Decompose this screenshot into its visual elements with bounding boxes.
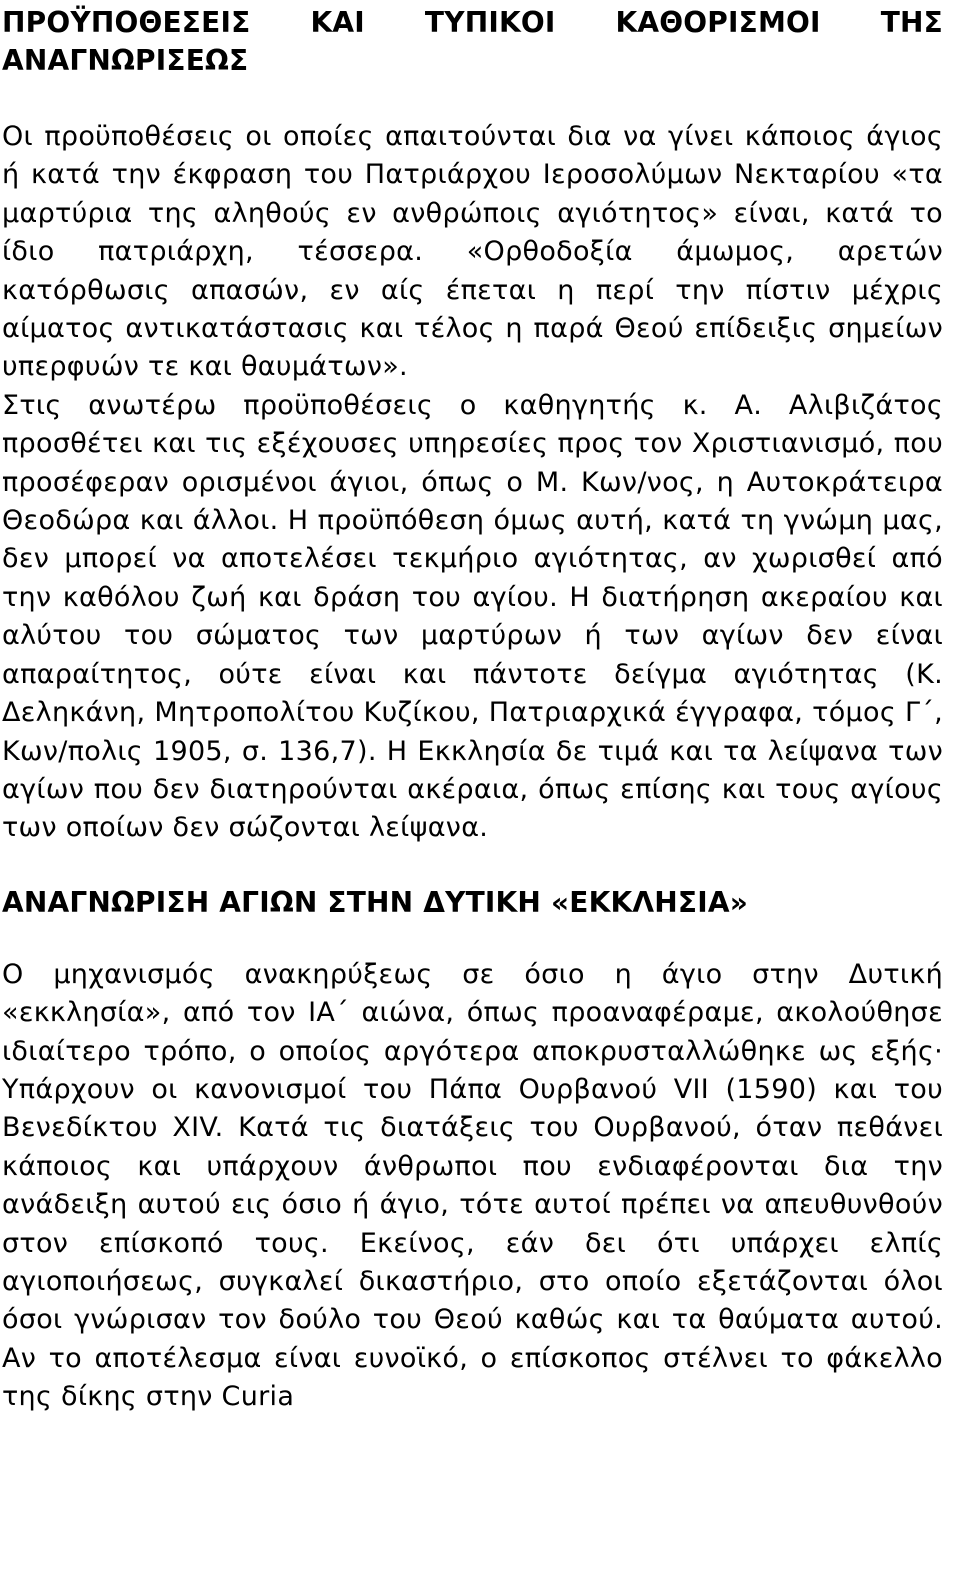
paragraph-western-mechanism: Ο μηχανισμός ανακηρύξεως σε όσιο η άγιο στην Δυτική «εκκλησία», από τον ΙΑ΄ αιώνα, όπως προαναφέραμε, ακολούθησε ιδιαίτερο τρόπο, ο οποίος αργότερα αποκρυσταλλώθηκε ως εξής· Υπάρχουν οι κανονισμοί του Πάπα Ουρβανού VII (1590) και του Βενεδίκτου XIV. Κατά τις διατάξεις του Ουρβανού, όταν πεθάνει κάποιος και υπάρχουν άνθρωποι που ενδιαφέρονται δια την ανάδειξη αυτού εις όσιο ή άγιο, τότε αυτοί πρέπει να απευθυνθούν στον επίσκοπό τους. Εκείνος, εάν δει ότι υπάρχει ελπίς αγιοποιήσεως, συγκαλεί δικαστήριο, στο οποίο εξετάζονται όλοι όσοι γνώρισαν τον δούλο του Θεού καθώς και τα θαύματα αυτού. Αν το αποτέλεσμα είναι ευνοϊκό, ο επίσκοπος στέλνει το φάκελλο της δίκης στην Curia <box>2 958 943 1413</box>
section-heading-prerequisites: ΠΡΟΫΠΟΘΕΣΕΙΣ ΚΑΙ ΤΥΠΙΚΟΙ ΚΑΘΟΡΙΣΜΟΙ ΤΗΣ ΑΝΑΓΝΩΡΙΣΕΩΣ <box>2 6 943 77</box>
section-heading-western-church: ΑΝΑΓΝΩΡΙΣΗ ΑΓΙΩΝ ΣΤΗΝ ΔΥΤΙΚΗ «ΕΚΚΛΗΣΙΑ» <box>2 885 749 919</box>
paragraph-prerequisites: Οι προϋποθέσεις οι οποίες απαιτούνται δια να γίνει κάποιος άγιος ή κατά την έκφραση του Πατριάρχου Ιεροσολύμων Νεκταρίου «τα μαρτύρια της αληθούς εν ανθρώποις αγιότητος» είναι, κατά το ίδιο πατριάρχη, τέσσερα. «Ορθοδοξία άμωμος, αρετών κατόρθωσις απασών, εν αίς έπεται η περί την πίστιν μέχρις αίματος αντικατάστασις και τέλος η παρά Θεού επίδειξις σημείων υπερφυών τε και θαυμάτων». <box>2 121 943 383</box>
paragraph-additional-criteria: Στις ανωτέρω προϋποθέσεις ο καθηγητής κ. Α. Αλιβιζάτος προσθέτει και τις εξέχουσες υπηρεσίες προς τον Χριστιανισμό, που προσέφεραν ορισμένοι άγιοι, όπως ο Μ. Κων/νος, η Αυτοκράτειρα Θεοδώρα και άλλοι. Η προϋπόθεση όμως αυτή, κατά τη γνώμη μας, δεν μπορεί να αποτελέσει τεκμήριο αγιότητας, αν χωρισθεί από την καθόλου ζωή και δράση του αγίου. Η διατήρηση ακεραίου και αλύτου του σώματος των μαρτύρων ή των αγίων δεν είναι απαραίτητος, ούτε είναι και πάντοτε δείγμα αγιότητας (Κ. Δεληκάνη, Μητροπολίτου Κυζίκου, Πατριαρχικά έγγραφα, τόμος Γ΄, Κων/πολις 1905, σ. 136,7). Η Εκκλησία δε τιμά και τα λείψανα των αγίων που δεν διατηρούνται ακέραια, όπως επίσης και τους αγίους των οποίων δεν σώζονται λείψανα. <box>2 389 943 844</box>
